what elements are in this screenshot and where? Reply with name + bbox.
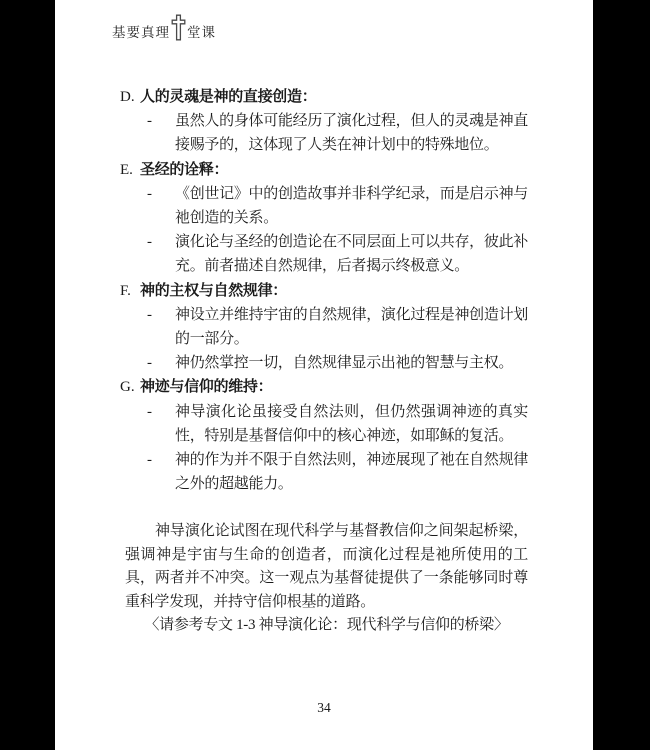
outline-item-d [120,85,528,158]
bullet-marker: - [147,403,152,420]
outline-letter: D. [120,89,135,105]
outline-item-e [120,158,528,279]
reference-note: 〈请参考专文 1-3 神导演化论：现代科学与信仰的桥梁〉 [144,617,509,633]
bullet-item [147,109,528,157]
bullet-item [147,230,528,278]
bullet-item [147,448,528,496]
summary-paragraph: 神导演化论试图在现代科学与基督教信仰之间架起桥梁，强调神是宇宙与生命的创造者，而演化过程是祂所使用的工具，两者并不冲突。这一观点为基督徒提供了一条能够同时尊重科学发现，并持守信仰根基的道路。 [125,523,528,610]
bullet-text: 演化论与圣经的创造论在不同层面上可以共存，彼此补充。前者描述自然规律，后者揭示终极意义。 [175,234,528,275]
bullet-marker: - [147,306,152,323]
bullet-item [147,182,528,230]
outline-title: 圣经的诠释： [140,161,229,178]
bullet-text: 虽然人的身体可能经历了演化过程，但人的灵魂是神直接赐予的，这体现了人类在神计划中的特殊地位。 [175,113,528,154]
bullet-text: 神设立并维持宇宙的自然规律，演化过程是神创造计划的一部分。 [175,306,528,348]
closing-section [125,520,528,638]
bullet-item [147,351,528,375]
outline-heading [120,375,528,399]
bullet-marker: - [147,234,152,251]
outline-letter: E. [120,161,133,178]
bullet-text: 神仍然掌控一切，自然规律显示出祂的智慧与主权。 [175,355,514,372]
outline-item-f [120,279,528,376]
page-number: 34 [317,700,331,715]
bullet-marker: - [147,113,152,130]
outline-list [120,85,528,496]
outline-heading [120,279,528,303]
outline-heading [120,158,528,182]
page-header [112,17,216,41]
outline-letter: G. [120,379,135,396]
document-page [55,0,593,750]
outline-letter: F. [120,282,131,299]
outline-title: 人的灵魂是神的直接创造： [140,89,317,105]
bullet-text: 神导演化论虽接受自然法则，但仍然强调神迹的真实性，特别是基督信仰中的核心神迹，如耶稣的复活。 [175,403,528,444]
bullet-item [147,400,528,448]
bullet-text: 神的作为并不限于自然法则，神迹展现了祂在自然规律之外的超越能力。 [175,452,528,493]
bullet-marker: - [147,452,152,469]
header-title-left: 基要真理 [112,25,170,40]
outline-title: 神的主权与自然规律： [140,282,288,299]
bullet-item [147,303,528,351]
outline-heading [120,85,528,109]
bullet-text: 《创世记》中的创造故事并非科学纪录，而是启示神与祂创造的关系。 [175,185,528,227]
bullet-marker: - [147,355,152,372]
outline-item-g [120,375,528,496]
outline-title: 神迹与信仰的维持： [140,379,273,396]
cross-icon [171,14,186,45]
header-title-right: 堂课 [187,25,216,40]
bullet-marker: - [147,185,152,202]
